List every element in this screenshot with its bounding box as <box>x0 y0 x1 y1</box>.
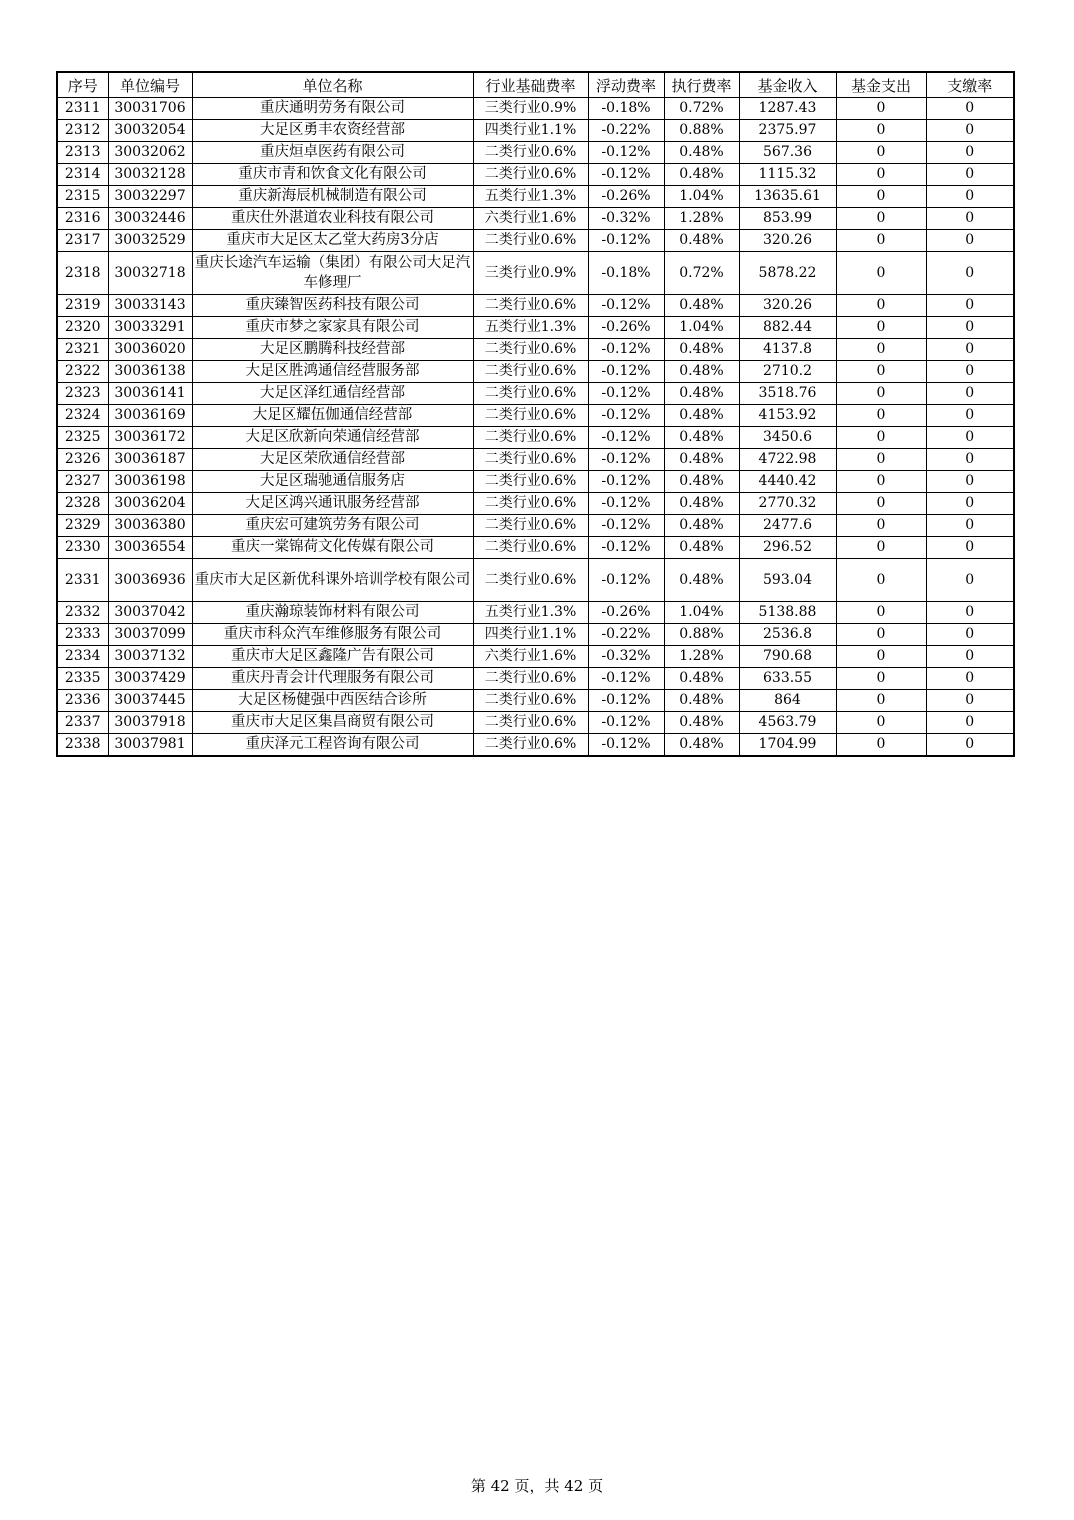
cell-payment-ratio: 0 <box>926 690 1014 712</box>
table-header-row <box>57 72 1014 98</box>
cell-seq: 2325 <box>57 427 108 449</box>
table-row <box>57 230 1014 252</box>
cell-payment-ratio: 0 <box>926 230 1014 252</box>
cell-exec-rate: 0.88% <box>664 120 739 142</box>
cell-float-rate: -0.12% <box>588 668 664 690</box>
cell-float-rate: -0.22% <box>588 120 664 142</box>
cell-exec-rate: 0.48% <box>664 405 739 427</box>
cell-fund-income: 790.68 <box>739 646 836 668</box>
table-row <box>57 559 1014 602</box>
cell-base-rate: 二类行业0.6% <box>473 142 588 164</box>
cell-unit-name: 重庆通明劳务有限公司 <box>192 98 473 120</box>
fund-table <box>56 71 1015 757</box>
cell-payment-ratio: 0 <box>926 208 1014 230</box>
cell-payment-ratio: 0 <box>926 339 1014 361</box>
cell-fund-income: 4153.92 <box>739 405 836 427</box>
table-row <box>57 208 1014 230</box>
cell-seq: 2332 <box>57 602 108 624</box>
cell-payment-ratio: 0 <box>926 164 1014 186</box>
cell-exec-rate: 0.72% <box>664 252 739 295</box>
cell-float-rate: -0.12% <box>588 559 664 602</box>
cell-unit-name: 重庆丹青会计代理服务有限公司 <box>192 668 473 690</box>
cell-unit-name: 重庆臻智医药科技有限公司 <box>192 295 473 317</box>
cell-float-rate: -0.26% <box>588 602 664 624</box>
cell-unit-id: 30032128 <box>108 164 192 186</box>
cell-payment-ratio: 0 <box>926 383 1014 405</box>
cell-unit-id: 30032718 <box>108 252 192 295</box>
cell-unit-name: 重庆市大足区集昌商贸有限公司 <box>192 712 473 734</box>
cell-exec-rate: 0.88% <box>664 624 739 646</box>
cell-payment-ratio: 0 <box>926 624 1014 646</box>
cell-fund-expense: 0 <box>836 471 926 493</box>
cell-fund-income: 567.36 <box>739 142 836 164</box>
cell-payment-ratio: 0 <box>926 668 1014 690</box>
cell-float-rate: -0.12% <box>588 712 664 734</box>
cell-fund-income: 864 <box>739 690 836 712</box>
cell-base-rate: 二类行业0.6% <box>473 493 588 515</box>
cell-fund-income: 4722.98 <box>739 449 836 471</box>
cell-fund-income: 296.52 <box>739 537 836 559</box>
cell-payment-ratio: 0 <box>926 405 1014 427</box>
cell-fund-expense: 0 <box>836 493 926 515</box>
cell-unit-id: 30031706 <box>108 98 192 120</box>
cell-seq: 2315 <box>57 186 108 208</box>
column-header-payment-ratio: 支缴率 <box>926 72 1014 98</box>
cell-unit-id: 30037445 <box>108 690 192 712</box>
cell-seq: 2327 <box>57 471 108 493</box>
cell-exec-rate: 0.48% <box>664 537 739 559</box>
cell-fund-income: 320.26 <box>739 295 836 317</box>
cell-unit-id: 30036204 <box>108 493 192 515</box>
column-header-base-rate: 行业基础费率 <box>473 72 588 98</box>
table-row <box>57 383 1014 405</box>
cell-fund-income: 3518.76 <box>739 383 836 405</box>
cell-unit-name: 重庆市大足区新优科课外培训学校有限公司 <box>192 559 473 602</box>
cell-exec-rate: 0.48% <box>664 142 739 164</box>
cell-payment-ratio: 0 <box>926 427 1014 449</box>
cell-fund-income: 13635.61 <box>739 186 836 208</box>
cell-float-rate: -0.12% <box>588 427 664 449</box>
cell-base-rate: 六类行业1.6% <box>473 646 588 668</box>
cell-base-rate: 二类行业0.6% <box>473 559 588 602</box>
cell-unit-name: 大足区鸿兴通讯服务经营部 <box>192 493 473 515</box>
table-row <box>57 537 1014 559</box>
cell-unit-id: 30036187 <box>108 449 192 471</box>
cell-seq: 2314 <box>57 164 108 186</box>
cell-fund-income: 2770.32 <box>739 493 836 515</box>
cell-float-rate: -0.26% <box>588 317 664 339</box>
cell-float-rate: -0.12% <box>588 295 664 317</box>
cell-seq: 2322 <box>57 361 108 383</box>
cell-float-rate: -0.22% <box>588 624 664 646</box>
cell-fund-income: 4563.79 <box>739 712 836 734</box>
cell-unit-name: 重庆市梦之家家具有限公司 <box>192 317 473 339</box>
cell-payment-ratio: 0 <box>926 734 1014 757</box>
cell-float-rate: -0.32% <box>588 646 664 668</box>
cell-unit-name: 重庆瀚琼装饰材料有限公司 <box>192 602 473 624</box>
cell-fund-income: 1115.32 <box>739 164 836 186</box>
cell-base-rate: 二类行业0.6% <box>473 712 588 734</box>
cell-float-rate: -0.12% <box>588 361 664 383</box>
cell-fund-expense: 0 <box>836 208 926 230</box>
cell-seq: 2324 <box>57 405 108 427</box>
table-row <box>57 164 1014 186</box>
cell-fund-expense: 0 <box>836 646 926 668</box>
cell-float-rate: -0.12% <box>588 471 664 493</box>
cell-exec-rate: 0.48% <box>664 339 739 361</box>
cell-float-rate: -0.12% <box>588 690 664 712</box>
cell-unit-name: 重庆长途汽车运输（集团）有限公司大足汽车修理厂 <box>192 252 473 295</box>
table-row <box>57 493 1014 515</box>
cell-unit-id: 30032297 <box>108 186 192 208</box>
cell-float-rate: -0.12% <box>588 405 664 427</box>
cell-unit-name: 大足区胜鸿通信经营服务部 <box>192 361 473 383</box>
cell-unit-id: 30036169 <box>108 405 192 427</box>
cell-base-rate: 二类行业0.6% <box>473 515 588 537</box>
cell-fund-income: 853.99 <box>739 208 836 230</box>
cell-unit-id: 30037429 <box>108 668 192 690</box>
cell-fund-expense: 0 <box>836 98 926 120</box>
cell-unit-name: 大足区鹏腾科技经营部 <box>192 339 473 361</box>
cell-base-rate: 二类行业0.6% <box>473 361 588 383</box>
cell-fund-expense: 0 <box>836 668 926 690</box>
table-row <box>57 690 1014 712</box>
cell-exec-rate: 0.48% <box>664 230 739 252</box>
cell-unit-id: 30036020 <box>108 339 192 361</box>
cell-unit-name: 大足区欣新向荣通信经营部 <box>192 427 473 449</box>
cell-float-rate: -0.12% <box>588 515 664 537</box>
cell-float-rate: -0.12% <box>588 339 664 361</box>
cell-base-rate: 二类行业0.6% <box>473 405 588 427</box>
column-header-fund-expense: 基金支出 <box>836 72 926 98</box>
cell-exec-rate: 0.48% <box>664 559 739 602</box>
cell-seq: 2321 <box>57 339 108 361</box>
column-header-unit-id: 单位编号 <box>108 72 192 98</box>
cell-unit-id: 30036198 <box>108 471 192 493</box>
table-row <box>57 317 1014 339</box>
cell-payment-ratio: 0 <box>926 493 1014 515</box>
cell-fund-income: 2536.8 <box>739 624 836 646</box>
table-row <box>57 471 1014 493</box>
cell-exec-rate: 0.48% <box>664 361 739 383</box>
cell-exec-rate: 0.48% <box>664 164 739 186</box>
cell-base-rate: 二类行业0.6% <box>473 668 588 690</box>
cell-payment-ratio: 0 <box>926 361 1014 383</box>
cell-float-rate: -0.12% <box>588 493 664 515</box>
cell-fund-income: 1704.99 <box>739 734 836 757</box>
cell-base-rate: 二类行业0.6% <box>473 471 588 493</box>
cell-payment-ratio: 0 <box>926 295 1014 317</box>
cell-fund-expense: 0 <box>836 712 926 734</box>
table-row <box>57 602 1014 624</box>
cell-seq: 2333 <box>57 624 108 646</box>
cell-unit-name: 重庆泽元工程咨询有限公司 <box>192 734 473 757</box>
cell-payment-ratio: 0 <box>926 317 1014 339</box>
cell-fund-income: 4137.8 <box>739 339 836 361</box>
cell-unit-name: 大足区勇丰农资经营部 <box>192 120 473 142</box>
cell-seq: 2326 <box>57 449 108 471</box>
cell-base-rate: 五类行业1.3% <box>473 186 588 208</box>
cell-fund-expense: 0 <box>836 559 926 602</box>
cell-float-rate: -0.32% <box>588 208 664 230</box>
cell-exec-rate: 0.48% <box>664 295 739 317</box>
cell-unit-id: 30032054 <box>108 120 192 142</box>
cell-base-rate: 四类行业1.1% <box>473 120 588 142</box>
cell-fund-income: 5138.88 <box>739 602 836 624</box>
cell-seq: 2330 <box>57 537 108 559</box>
cell-payment-ratio: 0 <box>926 186 1014 208</box>
cell-fund-expense: 0 <box>836 405 926 427</box>
cell-unit-id: 30036172 <box>108 427 192 449</box>
cell-base-rate: 四类行业1.1% <box>473 624 588 646</box>
cell-payment-ratio: 0 <box>926 120 1014 142</box>
cell-seq: 2336 <box>57 690 108 712</box>
cell-fund-expense: 0 <box>836 186 926 208</box>
cell-exec-rate: 1.04% <box>664 317 739 339</box>
table-row <box>57 186 1014 208</box>
cell-unit-id: 30037099 <box>108 624 192 646</box>
cell-seq: 2313 <box>57 142 108 164</box>
table-row <box>57 712 1014 734</box>
cell-fund-expense: 0 <box>836 361 926 383</box>
cell-seq: 2317 <box>57 230 108 252</box>
table-row <box>57 339 1014 361</box>
cell-unit-id: 30037132 <box>108 646 192 668</box>
cell-exec-rate: 0.48% <box>664 668 739 690</box>
table-row <box>57 449 1014 471</box>
cell-float-rate: -0.12% <box>588 537 664 559</box>
cell-fund-income: 1287.43 <box>739 98 836 120</box>
cell-exec-rate: 0.48% <box>664 712 739 734</box>
table-row <box>57 734 1014 757</box>
cell-fund-expense: 0 <box>836 120 926 142</box>
cell-unit-name: 重庆市青和饮食文化有限公司 <box>192 164 473 186</box>
cell-exec-rate: 0.48% <box>664 734 739 757</box>
cell-base-rate: 二类行业0.6% <box>473 537 588 559</box>
cell-base-rate: 五类行业1.3% <box>473 317 588 339</box>
table-row <box>57 624 1014 646</box>
cell-unit-id: 30033143 <box>108 295 192 317</box>
cell-fund-expense: 0 <box>836 427 926 449</box>
cell-base-rate: 三类行业0.9% <box>473 252 588 295</box>
cell-exec-rate: 0.48% <box>664 471 739 493</box>
cell-float-rate: -0.12% <box>588 230 664 252</box>
cell-fund-expense: 0 <box>836 142 926 164</box>
cell-fund-expense: 0 <box>836 252 926 295</box>
cell-seq: 2331 <box>57 559 108 602</box>
cell-fund-expense: 0 <box>836 624 926 646</box>
cell-payment-ratio: 0 <box>926 449 1014 471</box>
cell-seq: 2337 <box>57 712 108 734</box>
cell-fund-income: 882.44 <box>739 317 836 339</box>
cell-float-rate: -0.12% <box>588 164 664 186</box>
cell-unit-name: 大足区瑞驰通信服务店 <box>192 471 473 493</box>
cell-exec-rate: 1.04% <box>664 186 739 208</box>
column-header-fund-income: 基金收入 <box>739 72 836 98</box>
cell-payment-ratio: 0 <box>926 537 1014 559</box>
cell-unit-name: 重庆仕外湛道农业科技有限公司 <box>192 208 473 230</box>
cell-fund-income: 2710.2 <box>739 361 836 383</box>
cell-exec-rate: 0.48% <box>664 449 739 471</box>
cell-base-rate: 二类行业0.6% <box>473 734 588 757</box>
cell-unit-id: 30032446 <box>108 208 192 230</box>
cell-exec-rate: 0.48% <box>664 690 739 712</box>
cell-float-rate: -0.26% <box>588 186 664 208</box>
cell-seq: 2311 <box>57 98 108 120</box>
table-row <box>57 120 1014 142</box>
table-row <box>57 252 1014 295</box>
cell-float-rate: -0.12% <box>588 142 664 164</box>
table-row <box>57 646 1014 668</box>
cell-exec-rate: 0.48% <box>664 383 739 405</box>
cell-exec-rate: 0.48% <box>664 493 739 515</box>
cell-seq: 2319 <box>57 295 108 317</box>
cell-unit-id: 30036138 <box>108 361 192 383</box>
cell-base-rate: 五类行业1.3% <box>473 602 588 624</box>
cell-exec-rate: 0.48% <box>664 515 739 537</box>
cell-unit-name: 重庆宏可建筑劳务有限公司 <box>192 515 473 537</box>
cell-unit-id: 30036554 <box>108 537 192 559</box>
cell-fund-expense: 0 <box>836 339 926 361</box>
cell-float-rate: -0.18% <box>588 98 664 120</box>
cell-base-rate: 三类行业0.9% <box>473 98 588 120</box>
column-header-unit-name: 单位名称 <box>192 72 473 98</box>
cell-seq: 2338 <box>57 734 108 757</box>
cell-unit-name: 重庆新海辰机械制造有限公司 <box>192 186 473 208</box>
cell-payment-ratio: 0 <box>926 515 1014 537</box>
cell-unit-id: 30033291 <box>108 317 192 339</box>
cell-base-rate: 六类行业1.6% <box>473 208 588 230</box>
cell-base-rate: 二类行业0.6% <box>473 383 588 405</box>
cell-seq: 2312 <box>57 120 108 142</box>
cell-fund-expense: 0 <box>836 734 926 757</box>
cell-unit-id: 30036380 <box>108 515 192 537</box>
cell-seq: 2320 <box>57 317 108 339</box>
cell-fund-income: 4440.42 <box>739 471 836 493</box>
cell-exec-rate: 1.28% <box>664 646 739 668</box>
cell-exec-rate: 0.72% <box>664 98 739 120</box>
cell-unit-name: 重庆市大足区鑫隆广告有限公司 <box>192 646 473 668</box>
cell-unit-name: 重庆一棠锦荷文化传媒有限公司 <box>192 537 473 559</box>
cell-unit-id: 30036936 <box>108 559 192 602</box>
cell-payment-ratio: 0 <box>926 252 1014 295</box>
cell-unit-id: 30032062 <box>108 142 192 164</box>
cell-base-rate: 二类行业0.6% <box>473 230 588 252</box>
cell-unit-name: 重庆市大足区太乙堂大药房3分店 <box>192 230 473 252</box>
cell-base-rate: 二类行业0.6% <box>473 164 588 186</box>
table-body <box>57 98 1014 757</box>
column-header-exec-rate: 执行费率 <box>664 72 739 98</box>
cell-unit-id: 30037981 <box>108 734 192 757</box>
cell-payment-ratio: 0 <box>926 646 1014 668</box>
table-row <box>57 405 1014 427</box>
column-header-seq: 序号 <box>57 72 108 98</box>
cell-unit-name: 大足区杨健强中西医结合诊所 <box>192 690 473 712</box>
column-header-float-rate: 浮动费率 <box>588 72 664 98</box>
table-row <box>57 98 1014 120</box>
cell-fund-expense: 0 <box>836 602 926 624</box>
cell-unit-id: 30036141 <box>108 383 192 405</box>
cell-fund-income: 2375.97 <box>739 120 836 142</box>
table-row <box>57 142 1014 164</box>
cell-base-rate: 二类行业0.6% <box>473 427 588 449</box>
cell-payment-ratio: 0 <box>926 471 1014 493</box>
cell-float-rate: -0.18% <box>588 252 664 295</box>
cell-base-rate: 二类行业0.6% <box>473 690 588 712</box>
cell-seq: 2318 <box>57 252 108 295</box>
cell-base-rate: 二类行业0.6% <box>473 295 588 317</box>
cell-fund-income: 3450.6 <box>739 427 836 449</box>
cell-seq: 2334 <box>57 646 108 668</box>
cell-unit-name: 大足区泽红通信经营部 <box>192 383 473 405</box>
cell-unit-name: 重庆烜卓医药有限公司 <box>192 142 473 164</box>
cell-fund-expense: 0 <box>836 537 926 559</box>
cell-seq: 2316 <box>57 208 108 230</box>
cell-fund-expense: 0 <box>836 317 926 339</box>
page-footer: 第 42 页，共 42 页 <box>470 1477 604 1495</box>
cell-fund-income: 2477.6 <box>739 515 836 537</box>
cell-fund-income: 593.04 <box>739 559 836 602</box>
cell-exec-rate: 1.04% <box>664 602 739 624</box>
cell-fund-income: 320.26 <box>739 230 836 252</box>
cell-fund-expense: 0 <box>836 383 926 405</box>
table-row <box>57 361 1014 383</box>
cell-float-rate: -0.12% <box>588 383 664 405</box>
cell-fund-expense: 0 <box>836 230 926 252</box>
table-row <box>57 668 1014 690</box>
cell-seq: 2335 <box>57 668 108 690</box>
cell-payment-ratio: 0 <box>926 559 1014 602</box>
cell-fund-expense: 0 <box>836 295 926 317</box>
table-row <box>57 515 1014 537</box>
cell-fund-income: 633.55 <box>739 668 836 690</box>
cell-exec-rate: 1.28% <box>664 208 739 230</box>
cell-payment-ratio: 0 <box>926 712 1014 734</box>
cell-base-rate: 二类行业0.6% <box>473 449 588 471</box>
cell-base-rate: 二类行业0.6% <box>473 339 588 361</box>
cell-payment-ratio: 0 <box>926 142 1014 164</box>
cell-fund-expense: 0 <box>836 690 926 712</box>
cell-float-rate: -0.12% <box>588 734 664 757</box>
cell-fund-expense: 0 <box>836 515 926 537</box>
cell-unit-id: 30037918 <box>108 712 192 734</box>
cell-unit-id: 30032529 <box>108 230 192 252</box>
cell-unit-id: 30037042 <box>108 602 192 624</box>
cell-fund-expense: 0 <box>836 164 926 186</box>
cell-float-rate: -0.12% <box>588 449 664 471</box>
table-row <box>57 295 1014 317</box>
cell-unit-name: 大足区耀伍伽通信经营部 <box>192 405 473 427</box>
table-row <box>57 427 1014 449</box>
cell-seq: 2329 <box>57 515 108 537</box>
cell-seq: 2323 <box>57 383 108 405</box>
cell-fund-expense: 0 <box>836 449 926 471</box>
cell-exec-rate: 0.48% <box>664 427 739 449</box>
cell-unit-name: 重庆市科众汽车维修服务有限公司 <box>192 624 473 646</box>
cell-unit-name: 大足区荣欣通信经营部 <box>192 449 473 471</box>
cell-seq: 2328 <box>57 493 108 515</box>
cell-payment-ratio: 0 <box>926 602 1014 624</box>
cell-fund-income: 5878.22 <box>739 252 836 295</box>
cell-payment-ratio: 0 <box>926 98 1014 120</box>
